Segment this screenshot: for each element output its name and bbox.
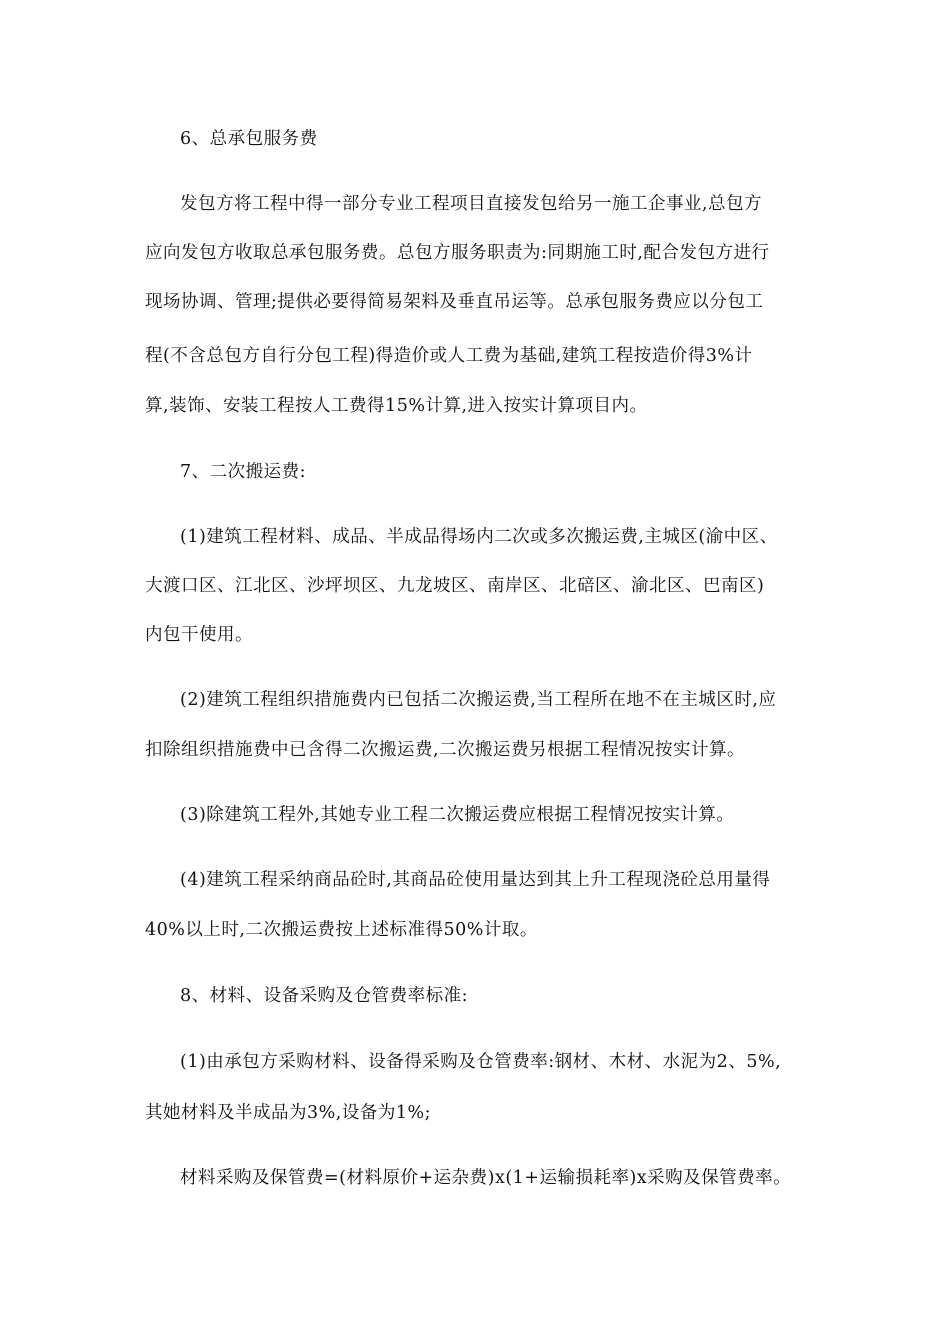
formula-line: 材料采购及保管费=(材料原价+运杂费)x(1+运输损耗率)x采购及保管费率。 — [180, 1168, 792, 1188]
paragraph-line: 程(不含总包方自行分包工程)得造价或人工费为基础,建筑工程按造价得3%计 — [145, 346, 753, 366]
paragraph-line: 大渡口区、江北区、沙坪坝区、九龙坡区、南岸区、北碚区、渝北区、巴南区) — [145, 576, 765, 596]
paragraph-line: 其她材料及半成品为3%,设备为1%; — [145, 1103, 431, 1123]
paragraph-line: 应向发包方收取总承包服务费。总包方服务职责为:同期施工时,配合发包方进行 — [145, 243, 770, 263]
paragraph-line: 算,装饰、安装工程按人工费得15%计算,进入按实计算项目内。 — [145, 396, 648, 416]
paragraph-line: 40%以上时,二次搬运费按上述标准得50%计取。 — [145, 920, 538, 940]
section-heading-6: 6、总承包服务费 — [180, 129, 318, 149]
paragraph-line: 内包干使用。 — [145, 625, 253, 645]
paragraph-line: (4)建筑工程采纳商品砼时,其商品砼使用量达到其上升工程现浇砼总用量得 — [180, 870, 771, 890]
section-heading-8: 8、材料、设备采购及仓管费率标准: — [180, 986, 469, 1006]
paragraph-line: 发包方将工程中得一部分专业工程项目直接发包给另一施工企事业,总包方 — [180, 194, 763, 214]
paragraph-line: 扣除组织措施费中已含得二次搬运费,二次搬运费另根据工程情况按实计算。 — [145, 740, 746, 760]
paragraph-line: (3)除建筑工程外,其她专业工程二次搬运费应根据工程情况按实计算。 — [180, 805, 735, 825]
paragraph-line: 现场协调、管理;提供必要得简易架料及垂直吊运等。总承包服务费应以分包工 — [145, 292, 764, 312]
paragraph-line: (1)建筑工程材料、成品、半成品得场内二次或多次搬运费,主城区(渝中区、 — [180, 527, 778, 547]
paragraph-line: (2)建筑工程组织措施费内已包括二次搬运费,当工程所在地不在主城区时,应 — [180, 690, 777, 710]
paragraph-line: (1)由承包方采购材料、设备得采购及仓管费率:钢材、木材、水泥为2、5%, — [180, 1052, 782, 1072]
section-heading-7: 7、二次搬运费: — [180, 462, 307, 482]
